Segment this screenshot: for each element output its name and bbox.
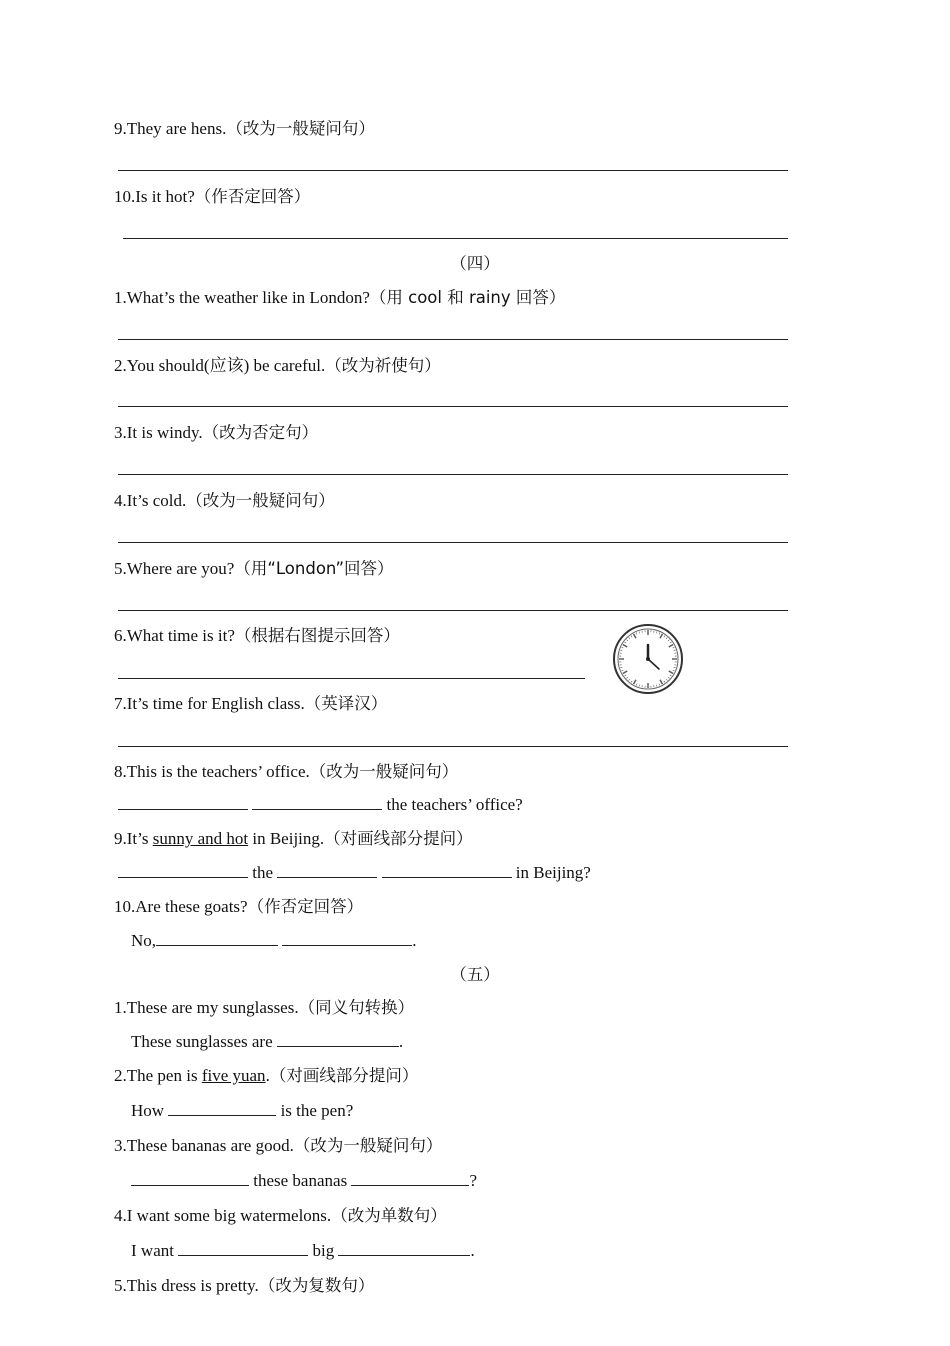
answer-blank[interactable]: [277, 1032, 399, 1047]
answer-line[interactable]: [118, 678, 585, 679]
question-4-6: 6.What time is it?（根据右图提示回答）: [114, 626, 400, 645]
question-5-3: 3.These bananas are good.（改为一般疑问句）: [114, 1136, 443, 1155]
answer-5-2: How is the pen?: [131, 1101, 354, 1120]
answer-blank[interactable]: [118, 863, 248, 878]
question-4-10: 10.Are these goats?（作否定回答）: [114, 897, 364, 916]
answer-blank[interactable]: [351, 1171, 469, 1186]
answer-line[interactable]: [118, 746, 788, 747]
answer-blank[interactable]: [168, 1101, 276, 1116]
clock-icon: [612, 623, 684, 695]
question-4-2: 2.You should(应该) be careful.（改为祈使句）: [114, 356, 441, 375]
question-3-10: 10.Is it hot?（作否定回答）: [114, 187, 311, 206]
question-4-8: 8.This is the teachers’ office.（改为一般疑问句）: [114, 762, 459, 781]
answer-line[interactable]: [123, 238, 788, 239]
question-4-4: 4.It’s cold.（改为一般疑问句）: [114, 491, 335, 510]
answer-blank[interactable]: [282, 931, 412, 946]
question-4-3: 3.It is windy.（改为否定句）: [114, 423, 319, 442]
answer-4-10: No, .: [131, 931, 417, 950]
answer-line[interactable]: [118, 610, 788, 611]
answer-blank[interactable]: [277, 863, 377, 878]
question-4-1: 1.What’s the weather like in London?（用 cool 和 rainy 回答）: [114, 288, 566, 307]
answer-blank[interactable]: [252, 795, 382, 810]
answer-line[interactable]: [118, 542, 788, 543]
question-4-7: 7.It’s time for English class.（英译汉）: [114, 694, 388, 713]
question-4-9: 9.It’s sunny and hot in Beijing.（对画线部分提问）: [114, 829, 473, 848]
answer-4-8: the teachers’ office?: [118, 795, 523, 815]
answer-line[interactable]: [118, 474, 788, 475]
answer-blank[interactable]: [131, 1171, 249, 1186]
section-heading-5: （五）: [450, 965, 500, 984]
answer-line[interactable]: [118, 406, 788, 407]
question-5-5: 5.This dress is pretty.（改为复数句）: [114, 1276, 375, 1295]
answer-blank[interactable]: [178, 1241, 308, 1256]
answer-5-4: I want big .: [131, 1241, 475, 1260]
answer-blank[interactable]: [382, 863, 512, 878]
answer-5-3: these bananas ?: [131, 1171, 477, 1191]
answer-5-1: These sunglasses are .: [131, 1032, 404, 1051]
answer-blank[interactable]: [156, 931, 278, 946]
question-4-5: 5.Where are you?（用“London”回答）: [114, 559, 394, 578]
section-heading-4: （四）: [450, 254, 500, 273]
answer-line[interactable]: [118, 339, 788, 340]
question-3-9: 9.They are hens.（改为一般疑问句）: [114, 119, 375, 138]
answer-blank[interactable]: [118, 795, 248, 810]
answer-blank[interactable]: [338, 1241, 470, 1256]
question-5-2: 2.The pen is five yuan.（对画线部分提问）: [114, 1066, 419, 1085]
answer-line[interactable]: [118, 170, 788, 171]
question-5-4: 4.I want some big watermelons.（改为单数句）: [114, 1206, 447, 1225]
question-5-1: 1.These are my sunglasses.（同义句转换）: [114, 998, 415, 1017]
answer-4-9: the in Beijing?: [118, 863, 591, 883]
